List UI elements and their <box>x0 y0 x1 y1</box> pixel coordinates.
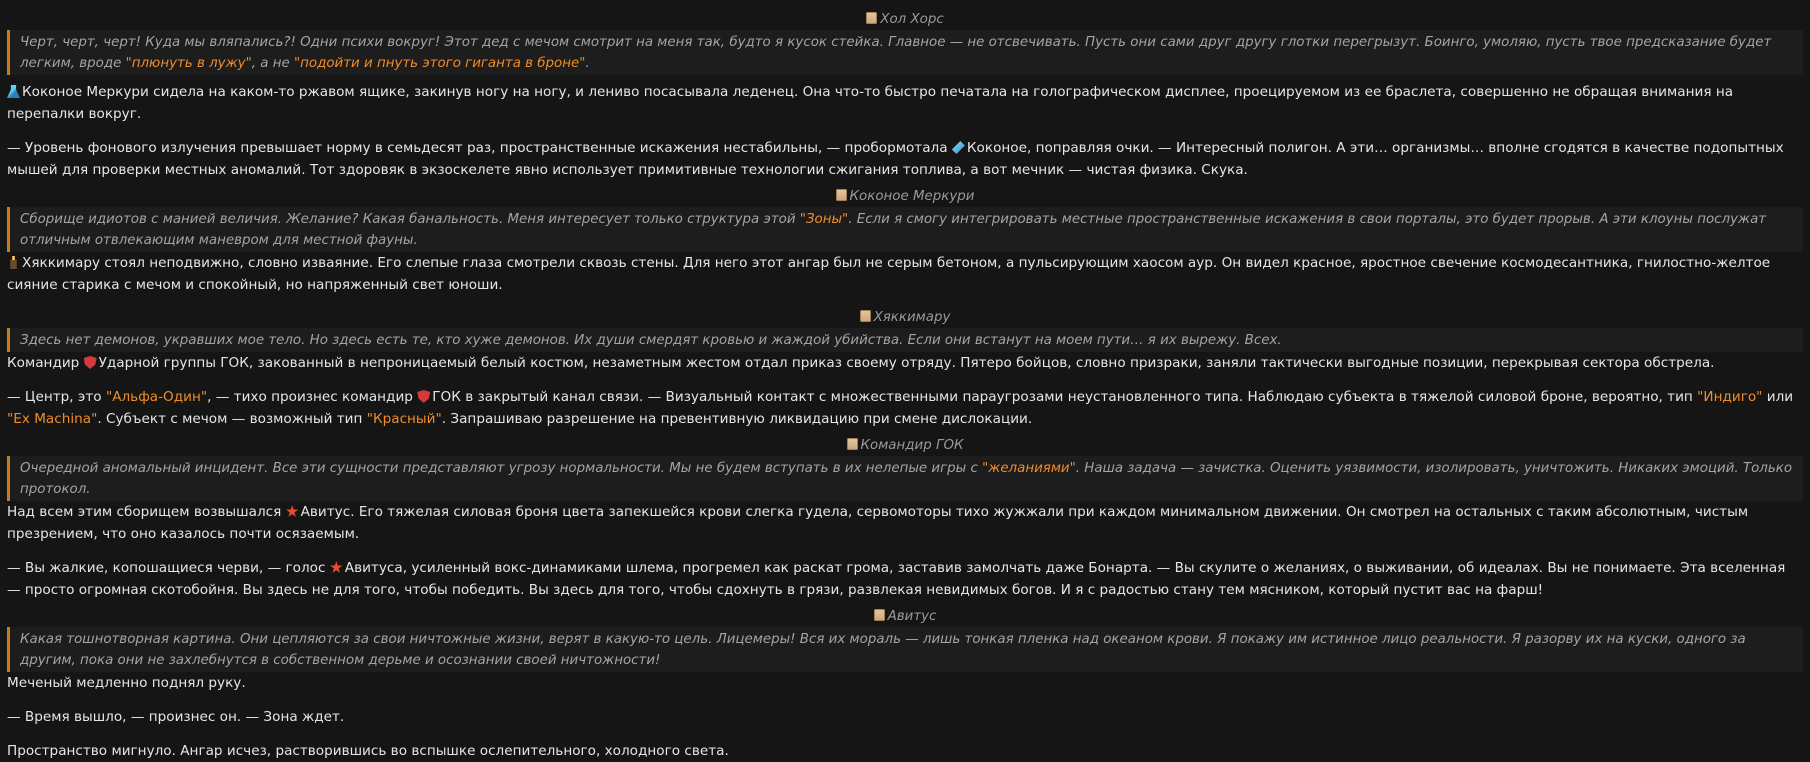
narration-paragraph: Командир Ударной группы ГОК, закованный в непроницаемый белый костюм, незаметным жестом отдал приказ своему отряду. Пятеро бойцов, словно призраки, заняли тактически выгодные позиции, перекрывая сектора обстрела. <box>7 355 1715 371</box>
flask-icon <box>7 85 20 98</box>
candle-icon <box>7 256 20 269</box>
narration-paragraph: Пространство мигнуло. Ангар исчез, растворившись во вспышке ослепительного, холодного света. <box>7 743 729 759</box>
speaker-label: Коконое Меркури <box>7 187 1803 207</box>
thought-block: Здесь нет демонов, укравших мое тело. Но здесь есть те, кто хуже демонов. Их души смердят кровью и жаждой убийства. Если они встанут на моем пути… я их вырежу. Всех. <box>7 328 1803 352</box>
scroll-icon <box>874 609 885 621</box>
thought-block: Очередной аномальный инцидент. Все эти сущности представляют угрозу нормальности. Мы не будем вступать в их нелепые игры с "желаниями". Наша задача — зачистка. Оценить уязвимости, изолировать, уничтожить. Никаких эмоций. Только протокол. <box>7 456 1803 501</box>
narration-paragraph: Меченый медленно поднял руку. <box>7 675 246 691</box>
thought-block: Какая тошнотворная картина. Они цепляются за свои ничтожные жизни, верят в какую-то цель. Лицемеры! Вся их мораль — лишь тонкая пленка над океаном крови. Я покажу им истинное лицо реальности. Я разорву их на куски, одного за другим, пока они не захлебнутся в собственном дерьме и осознании своей ничтожности! <box>7 627 1803 672</box>
narration-paragraph: — Центр, это "Альфа-Один", — тихо произнес командир ГОК в закрытый канал связи. — Визуальный контакт с множественными параугрозами неустановленного типа. Наблюдаю субъекта в тяжелой силовой броне, вероятно, тип "Индиго" или "Ex Machina". Субъект с мечом — возможный тип "Красный". Запрашиваю разрешение на превентивную ликвидацию при смене дислокации. <box>7 389 1794 427</box>
thought-block: Сборище идиотов с манией величия. Желание? Какая банальность. Меня интересует только структура этой "Зоны". Если я смогу интегрировать местные пространственные искажения в свои порталы, это будет прорыв. А эти клоуны послужат отличным отвлекающим маневром для местной фауны. <box>7 207 1803 252</box>
scroll-icon <box>860 310 871 322</box>
shield-icon <box>84 356 97 369</box>
speaker-label: Авитус <box>7 607 1803 627</box>
narration-paragraph: Коконое Меркури сидела на каком-то ржавом ящике, закинув ногу на ногу, и лениво посасывала леденец. Она что-то быстро печатала на голографическом дисплее, проецируемом из ее браслета, совершенно не обращая внимания на перепалки вокруг. <box>7 84 1734 122</box>
thought-block: Черт, черт, черт! Куда мы вляпались?! Одни психи вокруг! Этот дед с мечом смотрит на меня так, будто я кусок стейка. Главное — не отсвечивать. Пусть они сами друг другу глотки перегрызут. Боинго, умоляю, пусть твое предсказание будет легким, вроде "плюнуть в лужу", а не "подойти и пнуть этого гиганта в броне". <box>7 30 1803 75</box>
test-tube-icon <box>952 141 965 154</box>
scroll-icon <box>836 189 847 201</box>
shield-icon <box>417 390 430 403</box>
speaker-label: Хяккимару <box>7 308 1803 328</box>
narration-paragraph: — Уровень фонового излучения превышает норму в семьдесят раз, пространственные искажения нестабильны, — пробормотала Коконое, поправляя очки. — Интересный полигон. А эти… организмы… вполне сгодятся в качестве подопытных мышей для проверки местных аномалий. Тот здоровяк в экзоскелете явно использует примитивные технологии сжигания топлива, а вот мечник — чистая физика. Скука. <box>7 140 1784 178</box>
narration-paragraph: Хяккимару стоял неподвижно, словно изваяние. Его слепые глаза смотрели сквозь стены. Для него этот ангар был не серым бетоном, а пульсирующим хаосом аур. Он видел красное, яростное свечение космодесантника, гнилостно-желтое сияние старика с мечом и спокойный, но напряженный свет юноши. <box>7 255 1771 293</box>
scroll-icon <box>847 438 858 450</box>
speaker-label: Командир ГОК <box>7 436 1803 456</box>
scroll-icon <box>866 12 877 24</box>
narration-paragraph: — Вы жалкие, копошащиеся черви, — голос Авитуса, усиленный вокс-динамиками шлема, прогремел как раскат грома, заставив замолчать даже Бонарта. — Вы скулите о желаниях, о выживании, об идеалах. Вы не понимаете. Эта вселенная — просто огромная скотобойня. Вы здесь не для того, чтобы победить. Вы здесь для того, чтобы сдохнуть в грязи, развлекая невидимых богов. И я с радостью стану тем мясником, который пустит вас на фарш! <box>7 560 1786 598</box>
speaker-label: Хол Хорс <box>7 10 1803 30</box>
narration-paragraph: Над всем этим сборищем возвышался Авитус. Его тяжелая силовая броня цвета запекшейся крови слегка гудела, сервомоторы тихо жужжали при каждом минимальном движении. Он смотрел на остальных с таким абсолютным, чистым презрением, что оно казалось почти осязаемым. <box>7 504 1749 542</box>
narration-paragraph: — Время вышло, — произнес он. — Зона ждет. <box>7 709 345 725</box>
burst-icon <box>330 561 343 574</box>
burst-icon <box>286 505 299 518</box>
